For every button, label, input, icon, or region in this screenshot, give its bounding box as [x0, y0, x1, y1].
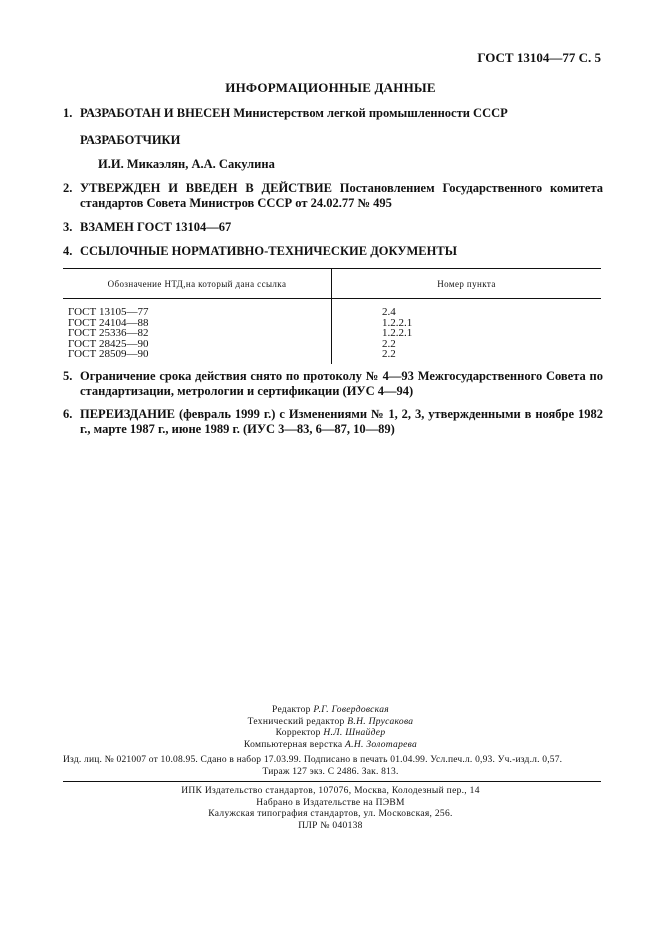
item-text: (февраль 1999 г.) с Изменениями № 1, 2, 3, утвержденными в ноябре 1982 г., марте 1987 г., июне 1989 г. (ИУС 3—83, 6—87, 10—89): [80, 407, 603, 436]
item-number: 1.: [63, 106, 73, 120]
table-cell-clause: 1.2.2.1: [382, 327, 413, 339]
item-number: 6.: [63, 407, 73, 421]
imprint-line: Калужская типография стандартов, ул. Московская, 256.: [208, 809, 453, 819]
publication-details: Изд. лиц. № 021007 от 10.08.95. Сдано в набор 17.03.99. Подписано в печать 01.04.99. Усл.печ.л. 0,93. Уч.-изд.л. 0,57.: [63, 755, 563, 765]
item-approved: [63, 181, 603, 211]
item-developed: [63, 106, 603, 121]
column-header-document: Обозначение НТД,на который дана ссылка: [63, 269, 332, 299]
imprint-line: ИПК Издательство стандартов, 107076, Москва, Колодезный пер., 14: [181, 786, 480, 796]
table-row: [63, 299, 601, 318]
references-table: [63, 268, 601, 364]
credit-name: Н.Л. Шнайдер: [323, 728, 386, 738]
item-text: Министерством легкой промышленности СССР: [233, 106, 508, 120]
table-row: [63, 349, 601, 364]
credit-role: Компьютерная верстка: [243, 739, 343, 750]
credit-layout: [0, 740, 661, 752]
item-number: 3.: [63, 220, 73, 234]
item-label: ССЫЛОЧНЫЕ НОРМАТИВНО-ТЕХНИЧЕСКИЕ ДОКУМЕНТЫ: [80, 244, 457, 258]
item-label: РАЗРАБОТАН И ВНЕСЕН: [80, 106, 231, 120]
publication-circulation: Тираж 127 экз. С 2486. Зак. 813.: [262, 767, 399, 777]
credit-tech-editor: [0, 717, 661, 729]
table-header-row: [63, 269, 601, 299]
item-references: [63, 244, 603, 259]
credit-role: Редактор: [272, 705, 311, 715]
credit-corrector: [0, 728, 661, 740]
item-developers: [63, 133, 603, 148]
credits-block: [0, 705, 661, 751]
table-cell-document: ГОСТ 28509—90: [63, 349, 332, 364]
credit-role: Корректор: [275, 728, 321, 738]
table-cell-document: ГОСТ 28425—90: [63, 339, 332, 350]
credit-name: В.Н. Прусакова: [347, 716, 414, 727]
table-cell-document: ГОСТ 13105—77: [63, 299, 332, 318]
developers-label: РАЗРАБОТЧИКИ: [80, 133, 181, 147]
table-cell-clause: 1.2.2.1: [382, 316, 413, 329]
item-number: 5.: [63, 369, 73, 383]
imprint-block: [0, 786, 661, 832]
credit-name: Р.Г. Говердовская: [313, 705, 389, 715]
credit-editor: [0, 705, 661, 717]
item-label: ПЕРЕИЗДАНИЕ: [80, 407, 176, 421]
item-replaces: [63, 220, 603, 235]
developers-names-block: [63, 157, 603, 172]
divider-line: [63, 781, 601, 782]
page-title: ИНФОРМАЦИОННЫЕ ДАННЫЕ: [225, 80, 436, 95]
item-number: 4.: [63, 244, 73, 258]
item-label: УТВЕРЖДЕН И ВВЕДЕН В ДЕЙСТВИЕ: [80, 181, 332, 195]
table-cell-clause: 2.2: [382, 348, 396, 360]
table-row: [63, 328, 601, 339]
item-text: Ограничение срока действия снято по протоколу № 4—93 Межгосударственного Совета по стандартизации, метрологии и сертификации (ИУС 4—94): [80, 369, 603, 398]
table-cell-clause: 2.2: [382, 337, 396, 350]
imprint-line: Набрано в Издательстве на ПЭВМ: [256, 797, 405, 808]
item-limitation: [63, 369, 603, 399]
table-cell-document: ГОСТ 24104—88: [63, 318, 332, 329]
table-cell-document: ГОСТ 25336—82: [63, 328, 332, 339]
item-reissue: [63, 407, 603, 437]
imprint-line: ПЛР № 040138: [298, 820, 363, 831]
developers-names: И.И. Микаэлян, А.А. Сакулина: [98, 157, 275, 171]
credit-role: Технический редактор: [247, 716, 345, 727]
table-cell-clause: 2.4: [382, 306, 396, 318]
item-label: ВЗАМЕН ГОСТ 13104—67: [80, 220, 232, 234]
page-header-code: ГОСТ 13104—77 С. 5: [477, 50, 601, 65]
item-number: 2.: [63, 181, 73, 195]
item-text: Постановлением Государственного комитета стандартов Совета Министров СССР от 24.02.77 № 495: [80, 181, 604, 210]
column-header-clause: Номер пункта: [332, 269, 602, 299]
credit-name: А.Н. Золотарева: [345, 739, 418, 750]
